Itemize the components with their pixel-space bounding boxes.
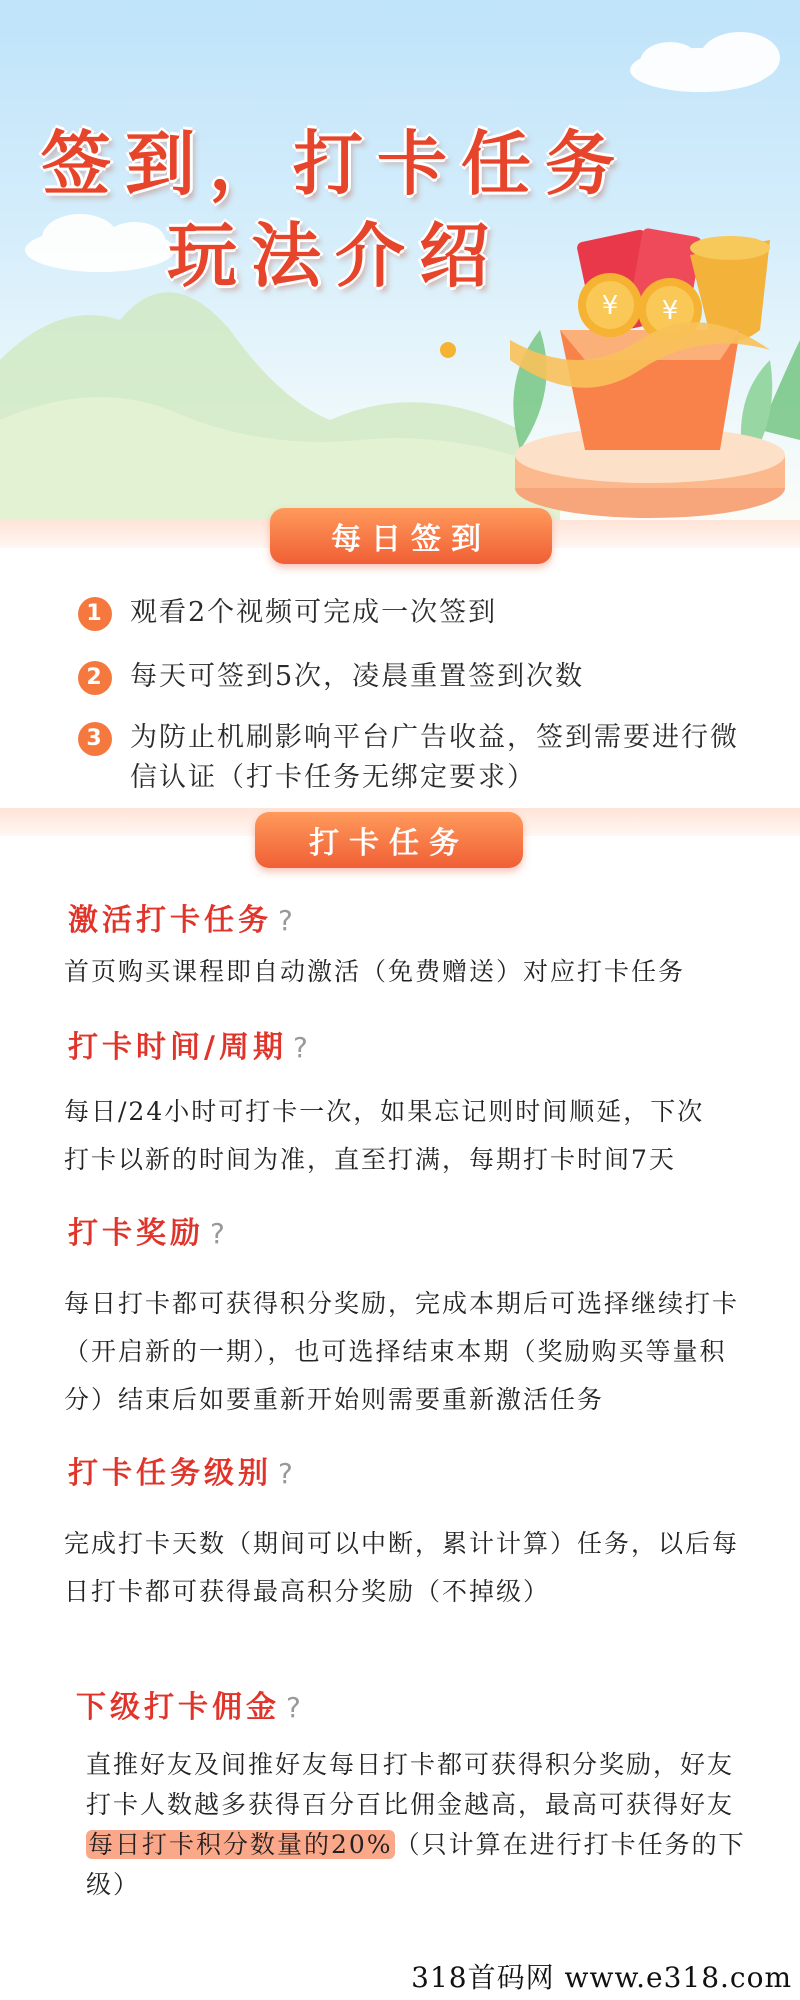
- question-mark-icon: ?: [210, 1217, 229, 1250]
- section-body: 每日打卡都可获得积分奖励，完成本期后可选择继续打卡（开启新的一期），也可选择结束本期（奖励购买等量积分）结束后如要重新开始则需要重新激活任务: [64, 1289, 740, 1414]
- question-mark-icon: ?: [292, 1031, 312, 1064]
- watermark: 318首码网 www.e318.com: [411, 1961, 792, 1994]
- hero-banner: [0, 0, 800, 535]
- section-body: 完成打卡天数（期间可以中断，累计计算）任务，以后每日打卡都可获得最高积分奖励（不掉级）: [64, 1529, 740, 1606]
- list-item: [78, 657, 778, 697]
- section-heading-text: 激活打卡任务: [68, 903, 272, 938]
- section-heading-text: 下级打卡佣金: [76, 1690, 280, 1725]
- list-item: [78, 593, 778, 633]
- section-heading-text: 打卡奖励: [68, 1216, 204, 1251]
- svg-text:¥: ¥: [661, 296, 679, 326]
- section-heading: [76, 1682, 305, 1726]
- section-heading-text: 打卡时间/周期: [68, 1030, 287, 1065]
- section-body: [86, 1745, 746, 1905]
- number-badge: 3: [78, 722, 112, 756]
- question-mark-icon: ?: [278, 904, 297, 937]
- highlight-text: 每日打卡积分数量的20%: [88, 1830, 393, 1859]
- checkin-banner: 每日签到: [270, 508, 552, 564]
- section-heading: [68, 1022, 312, 1066]
- svg-text:¥: ¥: [601, 291, 619, 321]
- hero-title-line2: 玩法介绍: [167, 214, 503, 297]
- list-item-text: 为防止机刷影响平台广告收益，签到需要进行微信认证（打卡任务无绑定要求）: [130, 722, 739, 793]
- section-heading-text: 打卡任务级别: [68, 1456, 272, 1491]
- task-banner: 打卡任务: [255, 812, 523, 868]
- list-item-text: 每天可签到5次，凌晨重置签到次数: [130, 661, 585, 692]
- hero-title-line1: 签到，打卡任务: [41, 122, 629, 205]
- section-heading: [68, 895, 297, 939]
- question-mark-icon: ?: [278, 1457, 297, 1490]
- section-body: 首页购买课程即自动激活（免费赠送）对应打卡任务: [64, 957, 686, 986]
- list-item: [78, 718, 758, 798]
- section-heading: [68, 1448, 297, 1492]
- section-body-text: （只计算在进行打卡任务的下级）: [86, 1830, 746, 1899]
- number-badge: 1: [78, 597, 112, 631]
- section-heading: [68, 1208, 229, 1252]
- question-mark-icon: ?: [286, 1691, 305, 1724]
- list-item-text: 观看2个视频可完成一次签到: [130, 597, 498, 628]
- section-body-text: 直推好友及间推好友每日打卡都可获得积分奖励，好友打卡人数越多获得百分百比佣金越高，最高可获得好友: [86, 1750, 735, 1819]
- section-body: 每日/24小时可打卡一次，如果忘记则时间顺延，下次打卡以新的时间为准，直至打满，每期打卡时间7天: [64, 1097, 705, 1174]
- number-badge: 2: [78, 661, 112, 695]
